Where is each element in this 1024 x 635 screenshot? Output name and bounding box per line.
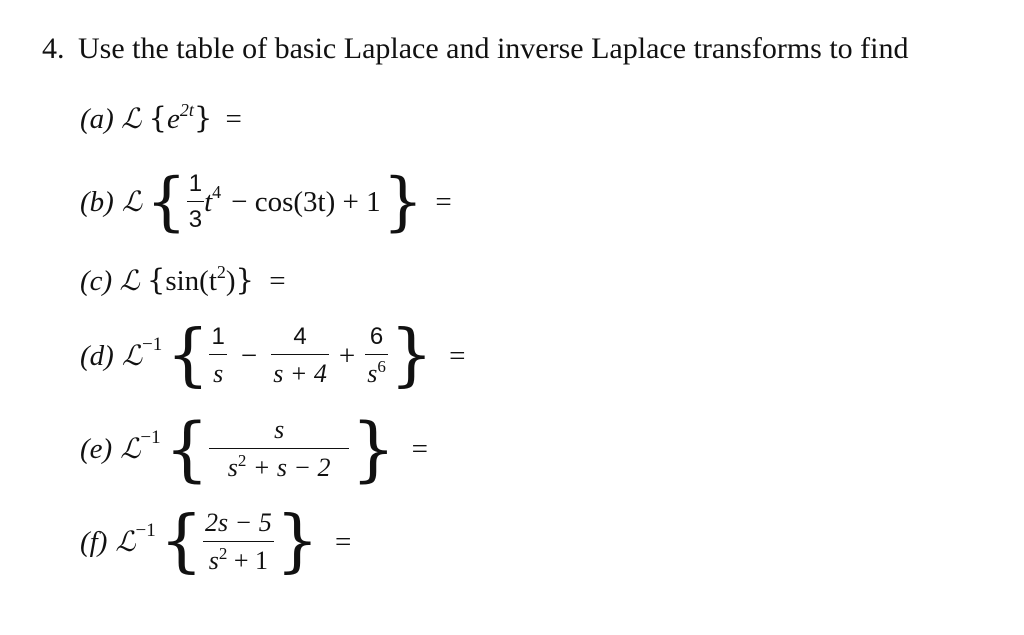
part-b-term1-exp: 4 — [212, 182, 222, 202]
part-c — [80, 262, 286, 297]
part-f-label: (f) — [80, 525, 108, 558]
part-b-frac-num: 1 — [188, 169, 203, 197]
left-brace: { — [148, 101, 167, 135]
right-brace: } — [389, 316, 434, 395]
part-a-exponent: 2t — [179, 100, 194, 120]
part-a-base: e — [166, 103, 180, 135]
left-brace: { — [146, 263, 166, 297]
part-f-equals: = — [334, 525, 352, 558]
part-d-f1-den: s — [213, 359, 224, 389]
laplace-icon: ℒ — [119, 264, 140, 297]
fraction-bar — [271, 354, 329, 356]
problem-number: 4. — [42, 32, 65, 65]
part-c-label: (c) — [80, 265, 113, 297]
part-f-fraction — [203, 507, 274, 576]
part-e-equals: = — [411, 432, 429, 465]
part-f — [80, 502, 352, 581]
right-brace: } — [351, 408, 396, 490]
right-brace: } — [382, 165, 424, 239]
part-c-func-open: sin(t — [165, 265, 217, 297]
part-e-inverse: −1 — [140, 426, 161, 448]
left-brace: { — [166, 316, 210, 395]
laplace-icon: ℒ — [121, 102, 142, 135]
laplace-icon: ℒ — [121, 339, 142, 372]
part-d-f2-den: s + 4 — [273, 359, 327, 389]
part-d-fraction-1 — [209, 322, 226, 389]
part-d-op1: − — [240, 339, 258, 372]
part-b-frac-den: 3 — [188, 206, 203, 234]
problem-heading — [42, 34, 909, 64]
part-d-fraction-3 — [365, 322, 388, 389]
laplace-icon: ℒ — [121, 185, 142, 218]
part-e-den-exp: 2 — [237, 451, 247, 471]
fraction-bar — [187, 201, 204, 203]
part-d-fraction-2 — [271, 322, 329, 389]
part-c-equals: = — [269, 265, 286, 297]
fraction-bar — [203, 541, 274, 543]
laplace-icon: ℒ — [115, 525, 136, 558]
part-f-num: 2s − 5 — [205, 507, 272, 537]
part-d-inverse: −1 — [142, 333, 163, 355]
part-b-term1: t — [204, 185, 213, 218]
left-brace: { — [159, 502, 204, 581]
right-brace: } — [275, 502, 319, 581]
part-b-fraction — [187, 169, 204, 234]
part-d — [80, 316, 466, 395]
part-e-den-rest: + s − 2 — [246, 453, 331, 483]
part-f-den-base: s — [208, 546, 219, 576]
part-e — [80, 408, 429, 490]
laplace-icon: ℒ — [120, 432, 141, 465]
part-b-label: (b) — [80, 185, 114, 218]
part-b-equals: = — [435, 185, 452, 218]
part-e-den-base: s — [227, 453, 238, 483]
part-d-equals: = — [449, 339, 466, 372]
part-a — [80, 100, 242, 135]
part-d-f2-num: 4 — [293, 322, 307, 350]
part-a-equals: = — [225, 103, 242, 135]
part-d-f1-num: 1 — [211, 322, 225, 350]
part-d-f3-den-base: s — [367, 359, 378, 389]
right-brace: } — [235, 263, 254, 297]
part-f-inverse: −1 — [135, 519, 156, 541]
part-b — [80, 165, 452, 239]
part-c-func-close: ) — [225, 265, 236, 297]
left-brace: { — [164, 408, 210, 490]
part-a-label: (a) — [80, 103, 114, 135]
fraction-bar — [209, 448, 349, 450]
fraction-bar — [365, 354, 388, 356]
right-brace: } — [193, 101, 213, 135]
part-e-label: (e) — [80, 432, 113, 465]
part-b-rest: − cos(3t) + 1 — [231, 185, 381, 218]
left-brace: { — [146, 165, 187, 239]
fraction-bar — [209, 354, 226, 356]
part-f-den-rest: + 1 — [227, 546, 269, 576]
part-e-num: s — [274, 414, 285, 444]
part-f-den-exp: 2 — [218, 544, 228, 564]
part-c-func-exp: 2 — [216, 262, 226, 282]
problem-instruction: Use the table of basic Laplace and inverse Laplace transforms to find — [78, 32, 909, 65]
part-d-f3-den-exp: 6 — [377, 357, 386, 377]
part-d-op2: + — [338, 339, 356, 372]
part-d-label: (d) — [80, 339, 114, 372]
part-d-f3-num: 6 — [369, 322, 384, 350]
part-e-fraction — [209, 414, 349, 483]
